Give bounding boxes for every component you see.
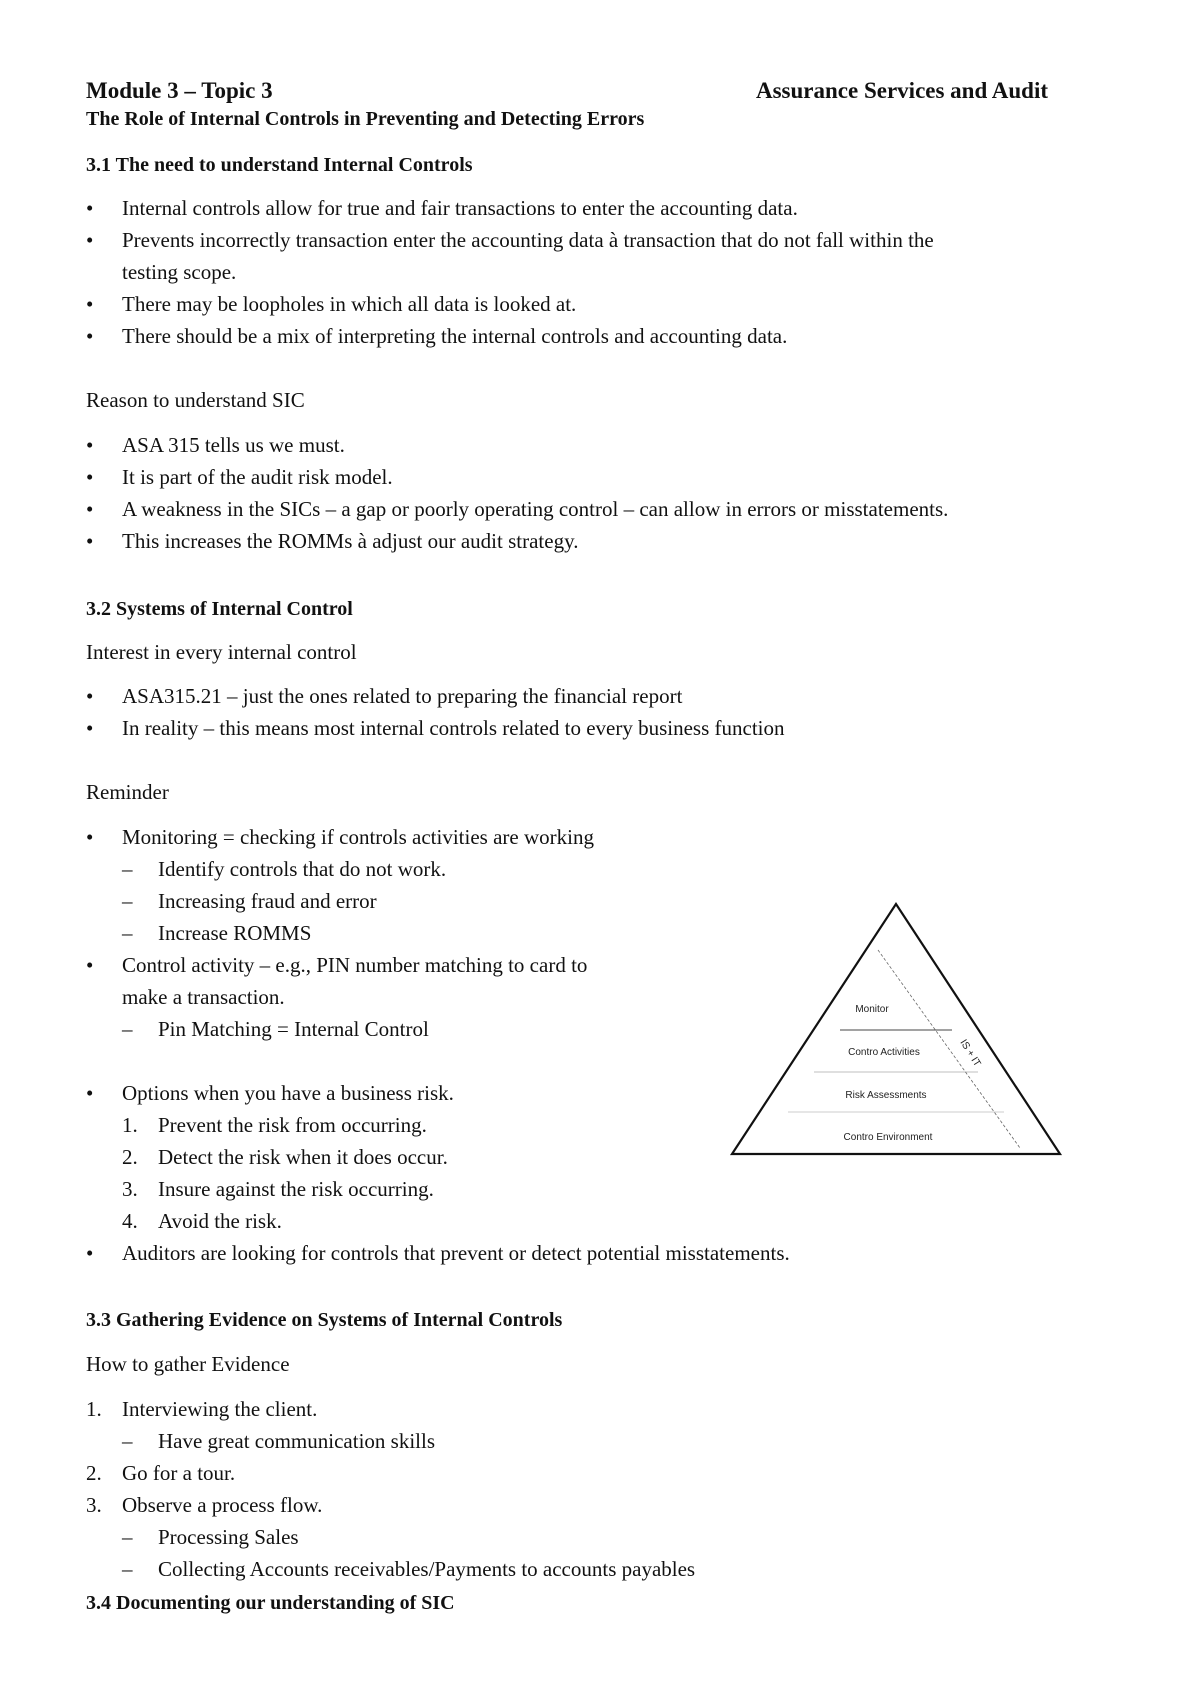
bullet-icon: • [86,1241,94,1265]
section-3-2-heading: 3.2 Systems of Internal Control [86,598,353,620]
pyramid-outline [732,904,1060,1154]
bullet-icon: • [86,433,94,457]
bullet-icon: • [86,196,94,220]
pyramid-level-monitor: Monitor [855,1004,889,1015]
page-subtitle: The Role of Internal Controls in Preventing and Detecting Errors [86,108,645,130]
bullet-icon: • [86,292,94,316]
how-label: How to gather Evidence [86,1352,290,1376]
dash-icon: – [122,1525,133,1549]
course-title: Assurance Services and Audit [756,78,1048,103]
section-3-1-heading: 3.1 The need to understand Internal Controls [86,154,473,176]
section-3-4-heading: 3.4 Documenting our understanding of SIC [86,1592,455,1614]
bullet-icon: • [86,825,94,849]
dash-icon: – [122,889,133,913]
bullet-icon: • [86,953,94,977]
bullet-icon: • [86,465,94,489]
internal-control-pyramid-diagram [728,900,1064,1162]
document-page: Module 3 – Topic 3 Assurance Services and Audit The Role of Internal Controls in Preventing and Detecting Errors 3.1 The need to understand Internal Controls • Internal controls allow for true and fair transactions to enter the accounting data. • Prevents incorrectly transaction enter the accounting data à transaction that do not fall within the testing scope. • There may be loopholes in which all data is looked at. • There should be a mix of interpreting the internal controls and accounting data. Reason to understand SIC • ASA 315 tells us we must. • It is part of the audit risk model. • A weakness in the SICs – a gap or poorly operating control – can allow in errors or misstatements. • This increases the ROMMs à adjust our audit strategy. 3.2 Systems of Internal Control Interest in every internal control • ASA315.21 – just the ones related to preparing the financial report • In reality – this means most internal controls related to every business function Reminder • Monitoring = checking if controls activities are working – Identify controls that do not work. – Increasing fraud and error – Increase ROMMS • Control activity – e.g., PIN number matching to card to make a transaction. – Pin Matching = Internal Control • Options when you have a business risk. 1. Prevent the risk from occurring. 2. Detect the risk when it does occur. 3. Insure against the risk occurring. 4. Avoid the risk. • Auditors are looking for controls that prevent or detect potential misstatements. Monitor Contro Activities Risk Assessments Contro Environment IS + IT 3.3 Gathering Evidence on Systems of Internal Controls How to gather Evidence 1. Interviewing the client. – Have great communication skills 2. Go for a tour. 3. Observe a process flow. – Processing Sales – Collecting Accounts receivables/Payments to accounts payables 3.4 Documenting our understanding of SIC [0,0,1200,1698]
bullet-icon: • [86,324,94,348]
reminder-label: Reminder [86,780,169,804]
list-item-continuation: make a transaction. [122,985,285,1009]
pyramid-level-risk-assessments: Risk Assessments [845,1090,927,1101]
bullet-icon: • [86,497,94,521]
reason-label: Reason to understand SIC [86,388,305,412]
bullet-icon: • [86,228,94,252]
bullet-icon: • [86,684,94,708]
pyramid-level-control-environment: Contro Environment [843,1132,933,1143]
dash-icon: – [122,857,133,881]
bullet-icon: • [86,529,94,553]
bullet-icon: • [86,716,94,740]
pyramid-level-control-activities: Contro Activities [848,1047,920,1058]
dash-icon: – [122,1017,133,1041]
module-title: Module 3 – Topic 3 [86,78,273,103]
pyramid-side-label: IS + IT [957,1037,983,1069]
section-3-3-heading: 3.3 Gathering Evidence on Systems of Internal Controls [86,1309,563,1331]
interest-label: Interest in every internal control [86,640,357,664]
bullet-icon: • [86,1081,94,1105]
dash-icon: – [122,1557,133,1581]
dash-icon: – [122,1429,133,1453]
list-item-continuation: testing scope. [122,260,237,284]
dash-icon: – [122,921,133,945]
